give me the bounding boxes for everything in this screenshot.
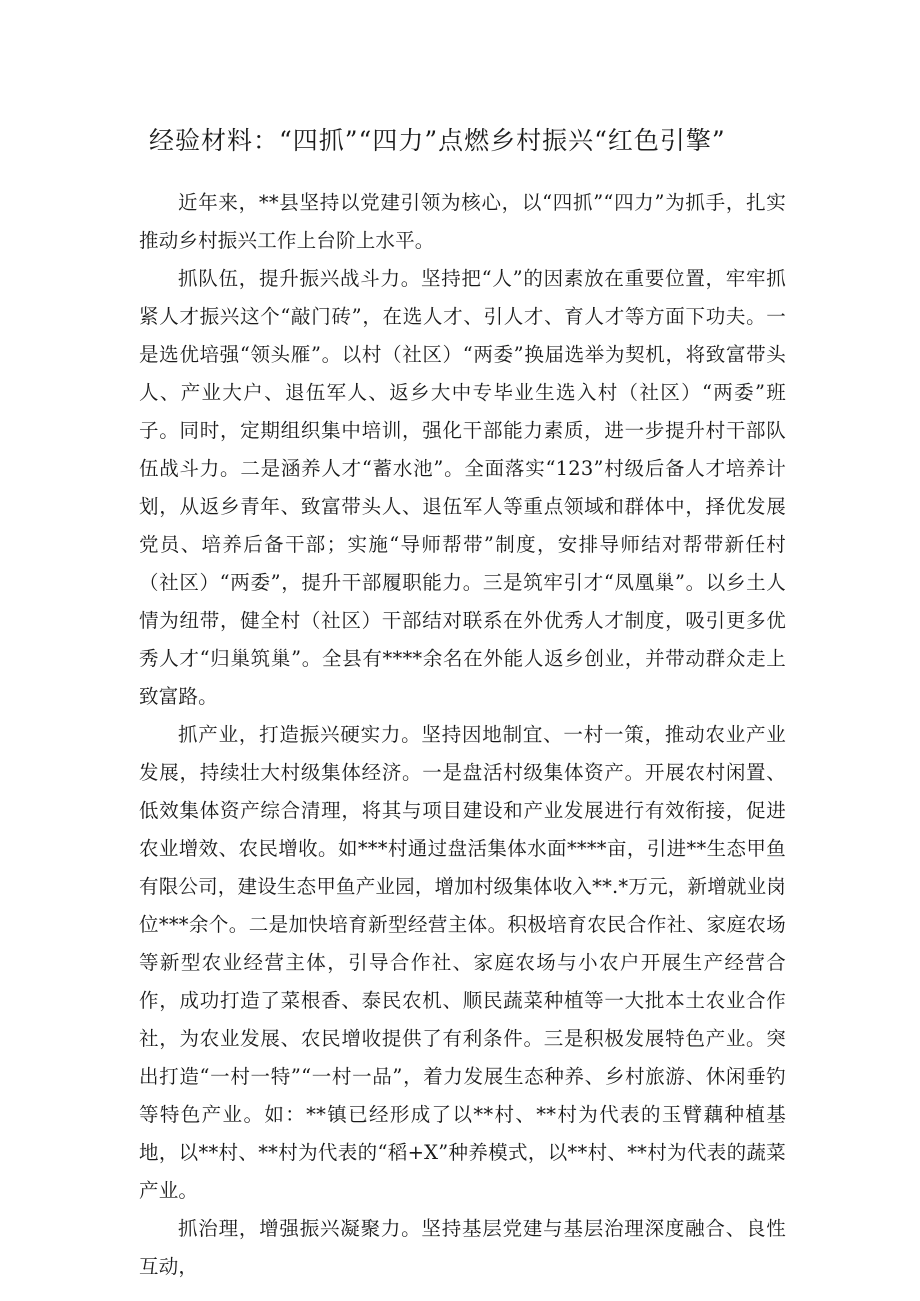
paragraph-intro: 近年来，**县坚持以党建引领为核心，以“四抓”“四力”为抓手，扎实推动乡村振兴工作上台阶上水平。 <box>139 191 786 252</box>
document-title: 经验材料：“四抓”“四力”点燃乡村振兴“红色引擎” <box>149 126 726 155</box>
paragraph-industry: 抓产业，打造振兴硬实力。坚持因地制宜、一村一策，推动农业产业发展，持续壮大村级集体经济。一是盘活村级集体资产。开展农村闲置、低效集体资产综合清理，将其与项目建设和产业发展进行有效衔接，促进农业增效、农民增收。如***村通过盘活集体水面****亩，引进**生态甲鱼有限公司，建设生态甲鱼产业园，增加村级集体收入**.*万元，新增就业岗位***余个。二是加快培育新型经营主体。积极培育农民合作社、家庭农场等新型农业经营主体，引导合作社、家庭农场与小农户开展生产经营合作，成功打造了菜根香、泰民农机、顺民蔬菜种植等一大批本土农业合作社，为农业发展、农民增收提供了有利条件。三是积极发展特色产业。突出打造“一村一特”“一村一品”，着力发展生态种养、乡村旅游、休闲垂钓等特色产业。如：**镇已经形成了以**村、**村为代表的玉臂藕种植基地，以**村、**村为代表的“稻+X”种养模式，以**村、**村为代表的蔬菜产业。 <box>139 723 786 1202</box>
paragraph-team: 抓队伍，提升振兴战斗力。坚持把“人”的因素放在重要位置，牢牢抓紧人才振兴这个“敲门砖”，在选人才、引人才、育人才等方面下功夫。一是选优培强“领头雁”。以村（社区）“两委”换届选举为契机，将致富带头人、产业大户、退伍军人、返乡大中专毕业生选入村（社区）“两委”班子。同时，定期组织集中培训，强化干部能力素质，进一步提升村干部队伍战斗力。二是涵养人才“蓄水池”。全面落实“123”村级后备人才培养计划，从返乡青年、致富带头人、退伍军人等重点领域和群体中，择优发展党员、培养后备干部；实施“导师帮带”制度，安排导师结对帮带新任村（社区）“两委”，提升干部履职能力。三是筑牢引才“凤凰巢”。以乡土人情为纽带，健全村（社区）干部结对联系在外优秀人才制度，吸引更多优秀人才“归巢筑巢”。全县有****余名在外能人返乡创业，并带动群众走上致富路。 <box>139 267 786 708</box>
paragraph-governance: 抓治理，增强振兴凝聚力。坚持基层党建与基层治理深度融合、良性互动， <box>139 1217 786 1278</box>
